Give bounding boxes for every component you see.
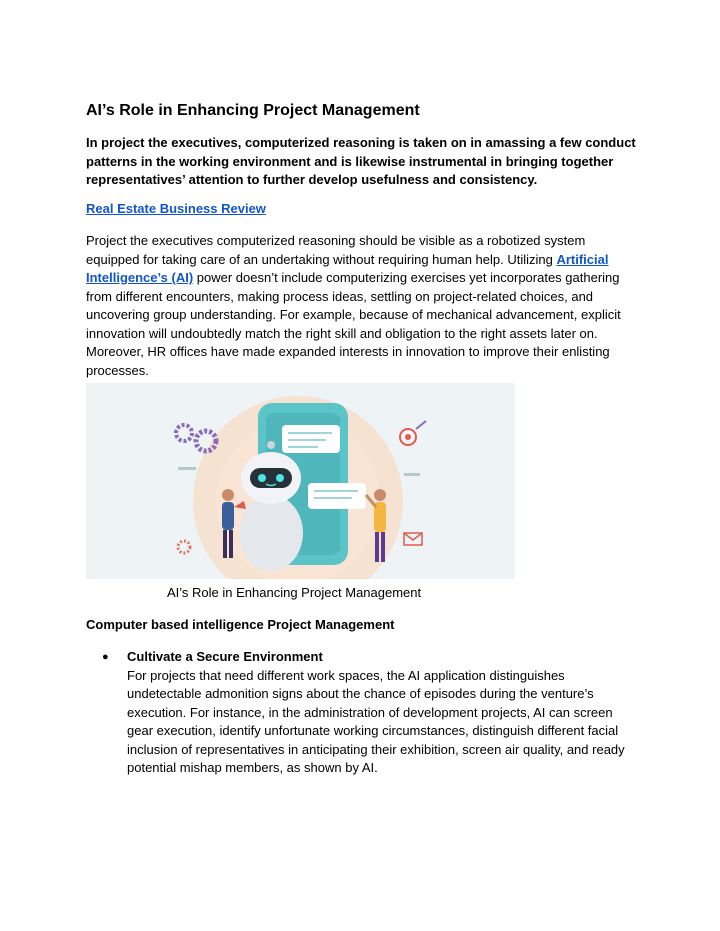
body-text-start: Project the executives computerized reasoning should be visible as a robotized system equipped for taking care of an undertaking without requiring human help. Utilizing (86, 233, 586, 267)
bullet-text: For projects that need different work spaces, the AI application distinguishes undetectable admonition signs about the chance of episodes during the venture’s execution. For instance, in the administration of development projects, AI can screen gear execution, identify unfortunate working circumstances, distinguish different facial inclusion of representatives in anticipating their exhibition, screen air quality, and ready potential mishap members, as shown by AI. (127, 667, 625, 775)
bullet-title: Cultivate a Secure Environment (127, 649, 323, 664)
section-title: Computer based intelligence Project Management (86, 617, 395, 632)
figure-caption: AI’s Role in Enhancing Project Management (167, 585, 422, 600)
body-text-end: power doesn’t include computerizing exercises yet incorporates gathering from different encounters, making process ideas, settling on project-related choices, and uncovering group understanding. For example, because of mechanical advancement, explicit innovation will undoubtedly match the right skill and obligation to the right assets later on. Moreover, HR offices have made expanded interests in innovation to improve their enlisting processes. (86, 270, 621, 378)
ai-robot-illustration (86, 383, 515, 579)
ai-link[interactable]: Artificial Intelligence’s (AI) (86, 251, 609, 285)
illustration-svg (86, 383, 515, 579)
body-paragraph (86, 232, 631, 380)
bullet-icon: ● (102, 651, 109, 663)
list-item (86, 648, 646, 778)
bullet-list (86, 648, 646, 778)
lead-paragraph: In project the executives, computerized reasoning is taken on in amassing a few conduct patterns in the working environment and is likewise instrumental in bringing together representatives’ attention to further develop usefulness and consistency. (86, 135, 636, 187)
reference-link[interactable]: Real Estate Business Review (86, 201, 266, 216)
article-title: AI’s Role in Enhancing Project Management (86, 102, 420, 119)
